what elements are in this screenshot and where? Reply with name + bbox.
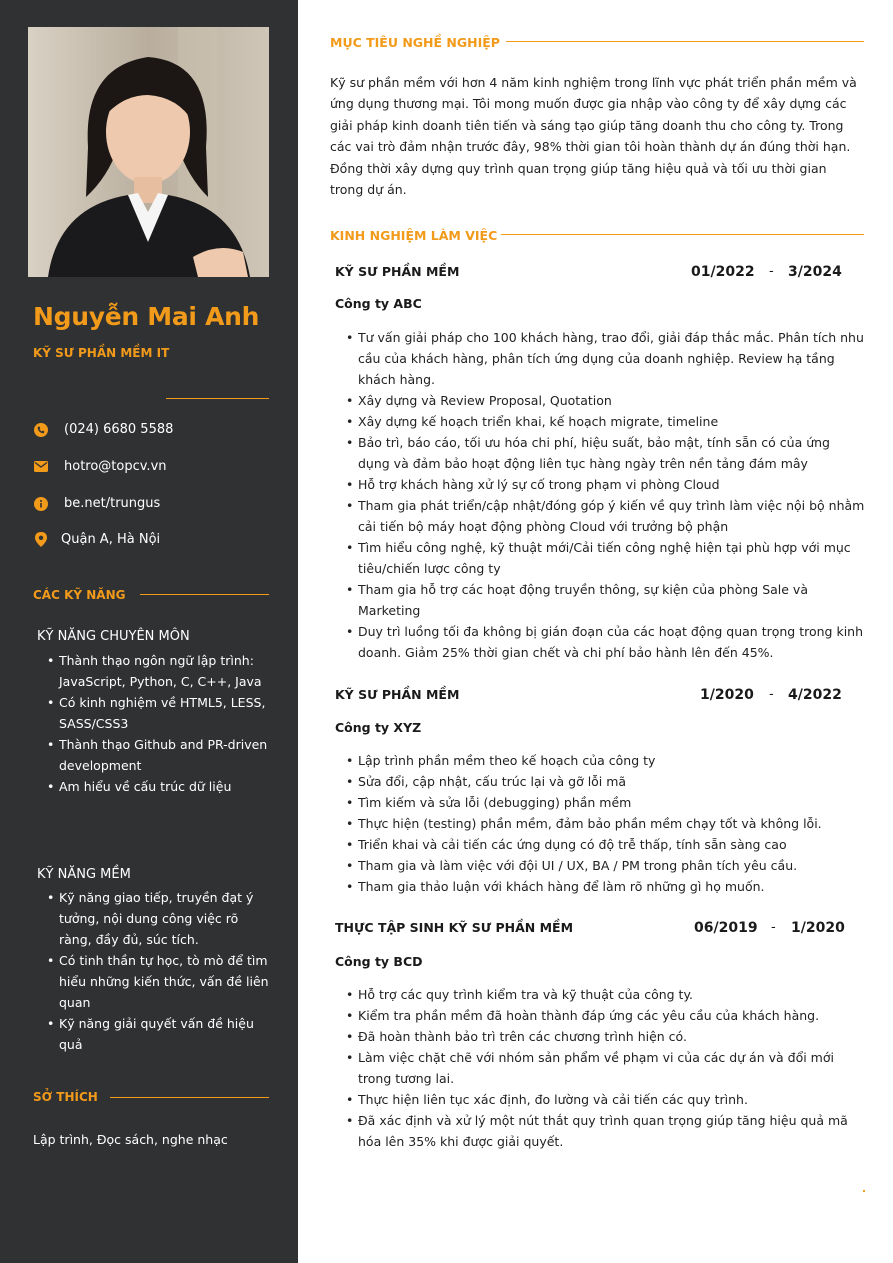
job-start-date: 1/2020 bbox=[700, 687, 754, 703]
list-item: • Thành thạo ngôn ngữ lập trình: JavaScript, Python, C, C++, Java bbox=[45, 650, 270, 692]
job-start-date: 01/2022 bbox=[691, 264, 755, 280]
list-item: • Hỗ trợ các quy trình kiểm tra và kỹ thuật của công ty. bbox=[345, 984, 865, 1005]
job-start-date: 06/2019 bbox=[694, 920, 758, 936]
list-item: • Tìm hiểu công nghệ, kỹ thuật mới/Cải tiến công nghệ hiện tại phù hợp với mục tiêu/chiến lược công ty bbox=[345, 537, 865, 579]
list-item: • Thực hiện liên tục xác định, đo lường và cải tiến các quy trình. bbox=[345, 1089, 865, 1110]
soft-skills-heading: KỸ NĂNG MỀM bbox=[37, 867, 131, 882]
list-item: • Kiểm tra phần mềm đã hoàn thành đáp ứng các yêu cầu của khách hàng. bbox=[345, 1005, 865, 1026]
list-item: • Tìm kiếm và sửa lỗi (debugging) phần mềm bbox=[345, 792, 865, 813]
contact-address bbox=[33, 532, 160, 547]
list-item: • Đã xác định và xử lý một nút thắt quy trình quan trọng giúp tăng hiệu quả mã hóa lên 35% khi được giải quyết. bbox=[345, 1110, 865, 1152]
objective-text: Kỹ sư phần mềm với hơn 4 năm kinh nghiệm trong lĩnh vực phát triển phần mềm và ứng dụng thương mại. Tôi mong muốn được gia nhập vào công ty để xây dựng các giải pháp kinh doanh tiên tiến và sáng tạo giúp tăng doanh thu cho công ty. Trong các vai trò đảm nhận trước đây, 98% thời gian tôi hoàn thành dự án đúng thời hạn. Đồng thời xây dựng quy trình quan trọng giúp tăng hiệu quả và tối ưu thời gian trong dự án. bbox=[330, 75, 857, 198]
list-item: • Có tinh thần tự học, tò mò để tìm hiểu những kiến thức, vấn đề liên quan bbox=[45, 950, 270, 1013]
location-pin-icon bbox=[33, 532, 48, 547]
company-name: Công ty BCD bbox=[335, 954, 423, 969]
decorative-dot bbox=[863, 1190, 865, 1192]
job-title: KỸ SƯ PHẦN MỀM bbox=[335, 687, 460, 702]
date-dash: - bbox=[769, 687, 774, 702]
phone-icon bbox=[33, 422, 48, 437]
contact-phone bbox=[33, 422, 173, 437]
job-duties-list bbox=[345, 984, 865, 1152]
list-item: • Tham gia hỗ trợ các hoạt động truyền thông, sự kiện của phòng Sale và Marketing bbox=[345, 579, 865, 621]
contact-email bbox=[33, 459, 167, 474]
job-end-date: 3/2024 bbox=[788, 264, 842, 280]
list-item: • Làm việc chặt chẽ với nhóm sản phẩm về phạm vi của các dự án và đổi mới trong tương lai. bbox=[345, 1047, 865, 1089]
list-item: • Xây dựng và Review Proposal, Quotation bbox=[345, 390, 865, 411]
list-item: • Tham gia thảo luận với khách hàng để làm rõ những gì họ muốn. bbox=[345, 876, 865, 897]
list-item: • Duy trì luồng tối đa không bị gián đoạn của các hoạt động quan trọng trong kinh doanh. Giảm 25% thời gian chết và chi phí bảo hành lên đến 45%. bbox=[345, 621, 865, 663]
list-item: • Thành thạo Github and PR-driven development bbox=[45, 734, 270, 776]
email-icon bbox=[33, 459, 48, 474]
info-icon bbox=[33, 496, 48, 511]
objective-heading: MỤC TIÊU NGHỀ NGHIỆP bbox=[330, 35, 500, 50]
main-content bbox=[298, 0, 893, 1263]
list-item: • Kỹ năng giải quyết vấn đề hiệu quả bbox=[45, 1013, 270, 1055]
job-title: THỰC TẬP SINH KỸ SƯ PHẦN MỀM bbox=[335, 920, 574, 935]
list-item: • Thực hiện (testing) phần mềm, đảm bảo phần mềm chạy tốt và không lỗi. bbox=[345, 813, 865, 834]
list-item: • Có kinh nghiệm về HTML5, LESS, SASS/CSS3 bbox=[45, 692, 270, 734]
divider bbox=[501, 234, 864, 235]
job-title: KỸ SƯ PHẦN MỀM bbox=[335, 264, 460, 279]
job-end-date: 4/2022 bbox=[788, 687, 842, 703]
list-item: • Xây dựng kế hoạch triển khai, kế hoạch migrate, timeline bbox=[345, 411, 865, 432]
date-dash: - bbox=[769, 264, 774, 279]
candidate-role: KỸ SƯ PHẦN MỀM IT bbox=[33, 346, 170, 360]
date-dash: - bbox=[771, 920, 776, 935]
list-item: • Sửa đổi, cập nhật, cấu trúc lại và gỡ lỗi mã bbox=[345, 771, 865, 792]
hobbies-text: Lập trình, Đọc sách, nghe nhạc bbox=[33, 1132, 228, 1147]
professional-skills-heading: KỸ NĂNG CHUYÊN MÔN bbox=[37, 629, 190, 644]
candidate-name: Nguyễn Mai Anh bbox=[33, 302, 260, 331]
sidebar bbox=[0, 0, 298, 1263]
company-name: Công ty XYZ bbox=[335, 720, 422, 735]
list-item: • Hỗ trợ khách hàng xử lý sự cố trong phạm vi phòng Cloud bbox=[345, 474, 865, 495]
contact-email-text[interactable]: hotro@topcv.vn bbox=[64, 459, 167, 474]
divider bbox=[166, 398, 269, 399]
list-item: • Kỹ năng giao tiếp, truyền đạt ý tưởng, nội dung công việc rõ ràng, đầy đủ, súc tích. bbox=[45, 887, 270, 950]
list-item: • Tham gia phát triển/cập nhật/đóng góp ý kiến về quy trình làm việc nội bộ nhằm cải tiến bộ máy hoạt động phòng Cloud với trưởng bộ phận bbox=[345, 495, 865, 537]
job-end-date: 1/2020 bbox=[791, 920, 845, 936]
contact-phone-text: (024) 6680 5588 bbox=[64, 422, 174, 437]
list-item: • Tư vấn giải pháp cho 100 khách hàng, trao đổi, giải đáp thắc mắc. Phân tích nhu cầu của khách hàng, phân tích ứng dụng của doanh nghiệp. Review hạ tầng khách hàng. bbox=[345, 327, 865, 390]
hobbies-heading: SỞ THÍCH bbox=[33, 1090, 98, 1104]
soft-skills-list bbox=[45, 887, 270, 1055]
list-item: • Tham gia và làm việc với đội UI / UX, BA / PM trong phân tích yêu cầu. bbox=[345, 855, 865, 876]
experience-heading: KINH NGHIỆM LÀM VIỆC bbox=[330, 228, 498, 243]
job-duties-list bbox=[345, 327, 865, 663]
list-item: • Triển khai và cải tiến các ứng dụng có độ trễ thấp, tính sẵn sàng cao bbox=[345, 834, 865, 855]
list-item: • Lập trình phần mềm theo kế hoạch của công ty bbox=[345, 750, 865, 771]
company-name: Công ty ABC bbox=[335, 296, 422, 311]
divider bbox=[110, 1097, 269, 1098]
list-item: • Am hiểu về cấu trúc dữ liệu bbox=[45, 776, 270, 797]
contact-address-text: Quận A, Hà Nội bbox=[61, 532, 161, 547]
divider bbox=[506, 41, 864, 42]
contact-website bbox=[33, 496, 160, 511]
job-duties-list bbox=[345, 750, 865, 897]
divider bbox=[140, 594, 269, 595]
contact-website-text[interactable]: be.net/trungus bbox=[64, 496, 161, 511]
list-item: • Bảo trì, báo cáo, tối ưu hóa chi phí, hiệu suất, bảo mật, tính sẵn có của ứng dụng và đảm bảo hoạt động liên tục hàng ngày trên nền tảng đám mây bbox=[345, 432, 865, 474]
professional-skills-list bbox=[45, 650, 270, 797]
profile-photo bbox=[28, 27, 269, 277]
list-item: • Đã hoàn thành bảo trì trên các chương trình hiện có. bbox=[345, 1026, 865, 1047]
skills-heading: CÁC KỸ NĂNG bbox=[33, 588, 126, 602]
